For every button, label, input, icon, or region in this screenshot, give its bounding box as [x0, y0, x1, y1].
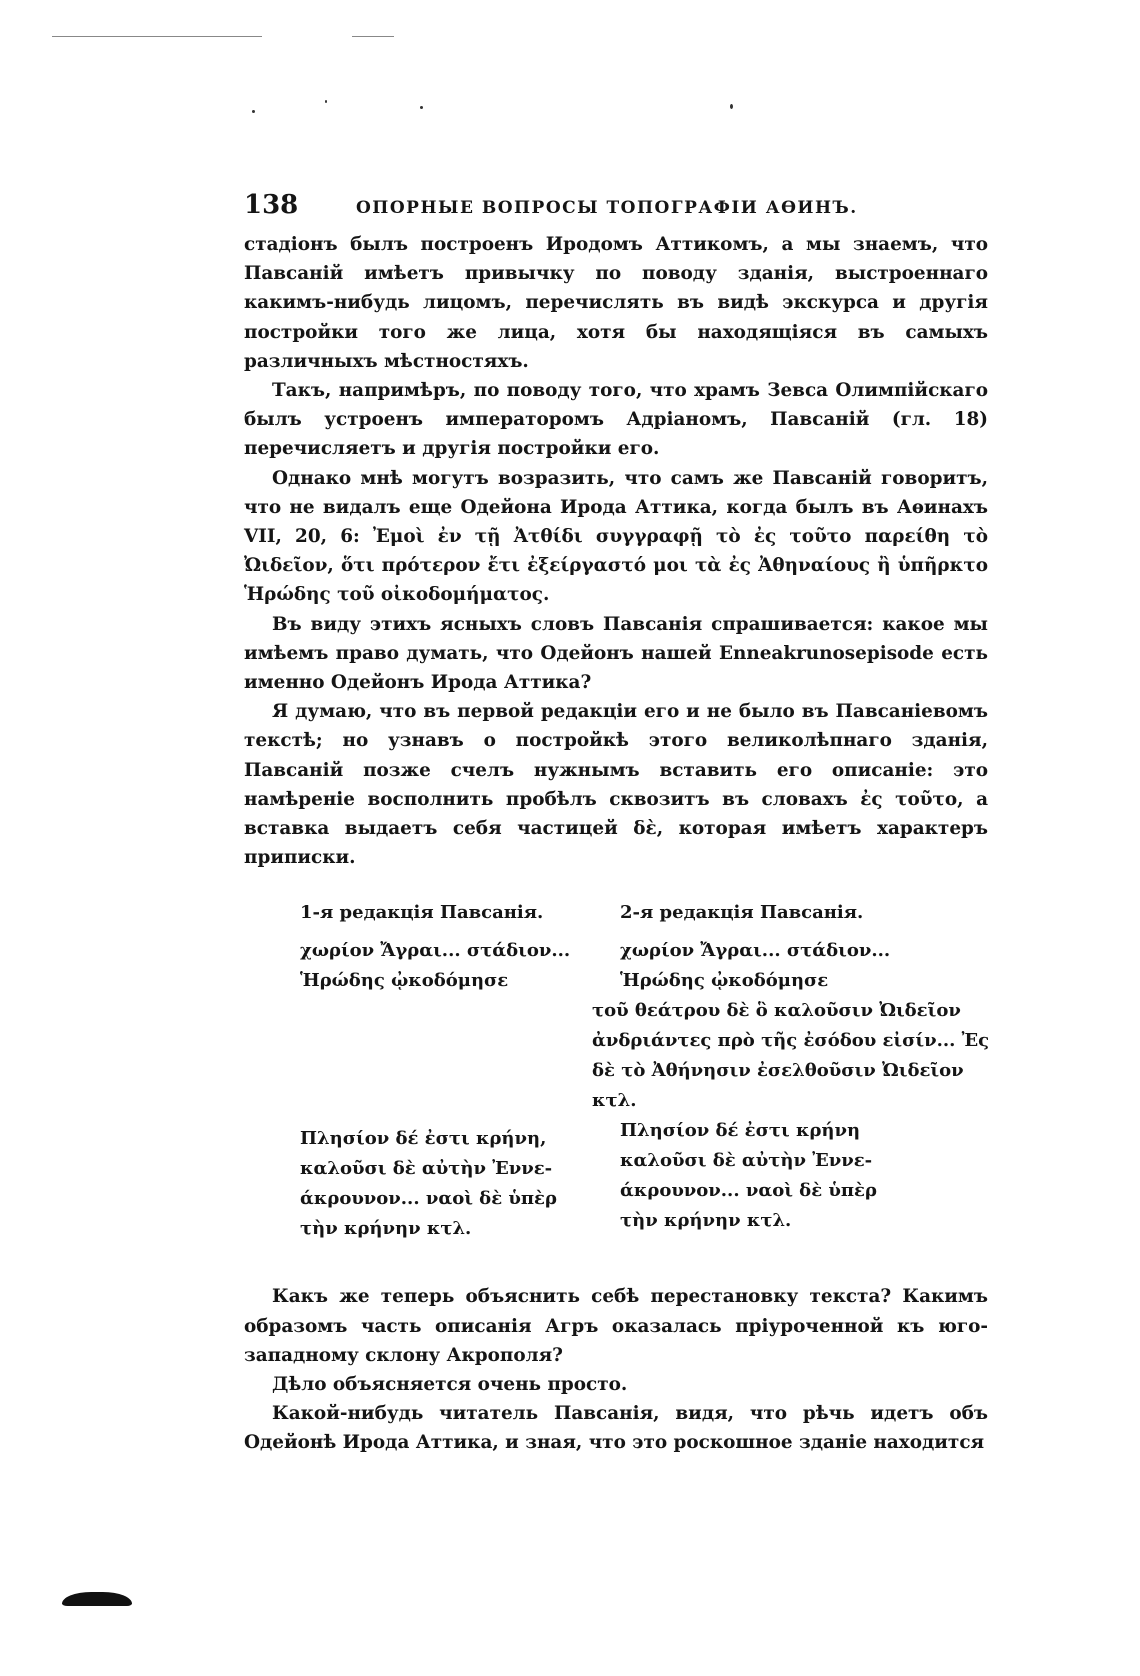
column-line: δὲ τὸ Ἀθήνησιν ἐσελθοῦσιν Ὠιδεῖον — [592, 1060, 964, 1082]
running-title: ОПОРНЫЕ ВОПРОСЫ ТОПОГРАФІИ АѲИНЪ. — [356, 198, 858, 218]
print-speck — [420, 106, 423, 109]
column-line: άκρουνον... ναοὶ δὲ ὑπὲρ — [300, 1188, 557, 1210]
column-line: χωρίον Ἄγραι... στάδιον... — [620, 940, 891, 962]
paragraph: Какъ же теперь объяснить себѣ перестановку текста? Какимъ образомъ часть описанія Агръ оказалась пріуроченной къ юго-западному склону Акрополя? — [244, 1286, 988, 1366]
column-gap — [300, 996, 600, 1124]
running-header — [244, 190, 988, 230]
column-heading: 2-я редакція Павсанія. — [620, 902, 864, 924]
paragraph: Я думаю, что въ первой редакціи его и не было въ Павсаніевомъ текстѣ; но узнавъ о постройкѣ этого великолѣпнаго зданія, Павсаній позже счелъ нужнымъ вставить его описаніе: это намѣреніе восполнить пробѣлъ сквозитъ въ словахъ ἐς τοῦτο, а вставка выдаетъ себя частицей δὲ, которая имѣетъ характеръ приписки. — [244, 701, 988, 869]
print-speck — [252, 110, 255, 113]
paragraph: Однако мнѣ могутъ возразить, что самъ же Павсаній говоритъ, что не видалъ еще Одейона Ирода Аттика, когда былъ въ Аѳинахъ VII, 20, 6: Ἐμοὶ ἐν τῇ Ἀτθίδι συγγραφῇ τὸ ἐς τοῦτο παρείθη τὸ Ὠιδεῖον, ὅτι πρότερον ἔτι ἐξείργαστό μοι τὰ ἐς Ἀθηναίους ἢ ὑπῆρκτο Ἡρώδης τοῦ οἰκοδομήματος. — [244, 467, 988, 606]
print-speck — [730, 104, 733, 109]
column-line: άκρουνον... ναοὶ δὲ ὑπὲρ — [620, 1180, 877, 1202]
paragraph: стадіонъ былъ построенъ Иродомъ Аттикомъ, а мы знаемъ, что Павсаній имѣетъ привычку по поводу зданія, выстроеннаго какимъ-нибудь лицомъ, перечислять въ видѣ экскурса и другія постройки того же лица, хотя бы находящіяся въ самыхъ различныхъ мѣстностяхъ. — [244, 234, 988, 372]
column-line: Πλησίον δέ ἐστι κρήνη — [620, 1120, 861, 1142]
page-number: 138 — [244, 190, 299, 220]
column-line: τοῦ θεάτρου δὲ ὃ καλοῦσιν Ὠιδεῖον — [592, 1000, 961, 1022]
column-line: κτλ. — [592, 1090, 637, 1112]
top-rule-right — [352, 36, 394, 37]
column-line: Ἡρώδης ᾠκοδόμησε — [620, 970, 829, 992]
column-line: τὴν κρήνην κτλ. — [620, 1210, 792, 1232]
paragraph: Дѣло объясняется очень просто. — [272, 1374, 628, 1396]
top-rule-left — [52, 36, 262, 37]
column-line: τὴν κρήνην κτλ. — [300, 1218, 472, 1240]
paragraph: Такъ, напримѣръ, по поводу того, что храмъ Зевса Олимпійскаго былъ устроенъ императоромъ Адріаномъ, Павсаній (гл. 18) перечисляетъ и другія постройки его. — [244, 380, 988, 460]
column-line: χωρίον Ἄγραι... στάδιον... — [300, 940, 571, 962]
print-speck — [325, 100, 327, 103]
column-line: Πλησίον δέ ἐστι κρήνη, — [300, 1128, 547, 1150]
column-line: καλοῦσι δὲ αὐτὴν Ἐννε- — [620, 1150, 873, 1172]
second-redaction-column — [592, 898, 1020, 1236]
first-redaction-column — [300, 898, 600, 1244]
paragraph: Какой-нибудь читатель Павсанія, видя, что рѣчь идетъ объ Одейонѣ Ирода Аттика, и зная, что это роскошное зданіе находится — [244, 1403, 988, 1454]
column-line: Ἡρώδης ᾠκοδόμησε — [300, 970, 509, 992]
ink-blot — [62, 1592, 132, 1606]
page-body — [244, 190, 988, 1458]
comparison-columns — [244, 898, 988, 1268]
column-line: ἀνδριάντες πρὸ τῆς ἐσόδου εἰσίν... Ἐς — [592, 1030, 990, 1052]
column-heading: 1-я редакція Павсанія. — [300, 902, 544, 924]
column-line: καλοῦσι δὲ αὐτὴν Ἐννε- — [300, 1158, 553, 1180]
paragraph: Въ виду этихъ ясныхъ словъ Павсанія спрашивается: какое мы имѣемъ право думать, что Одейонъ нашей Enneakrunosepisode есть именно Одейонъ Ирода Аттика? — [244, 613, 988, 694]
